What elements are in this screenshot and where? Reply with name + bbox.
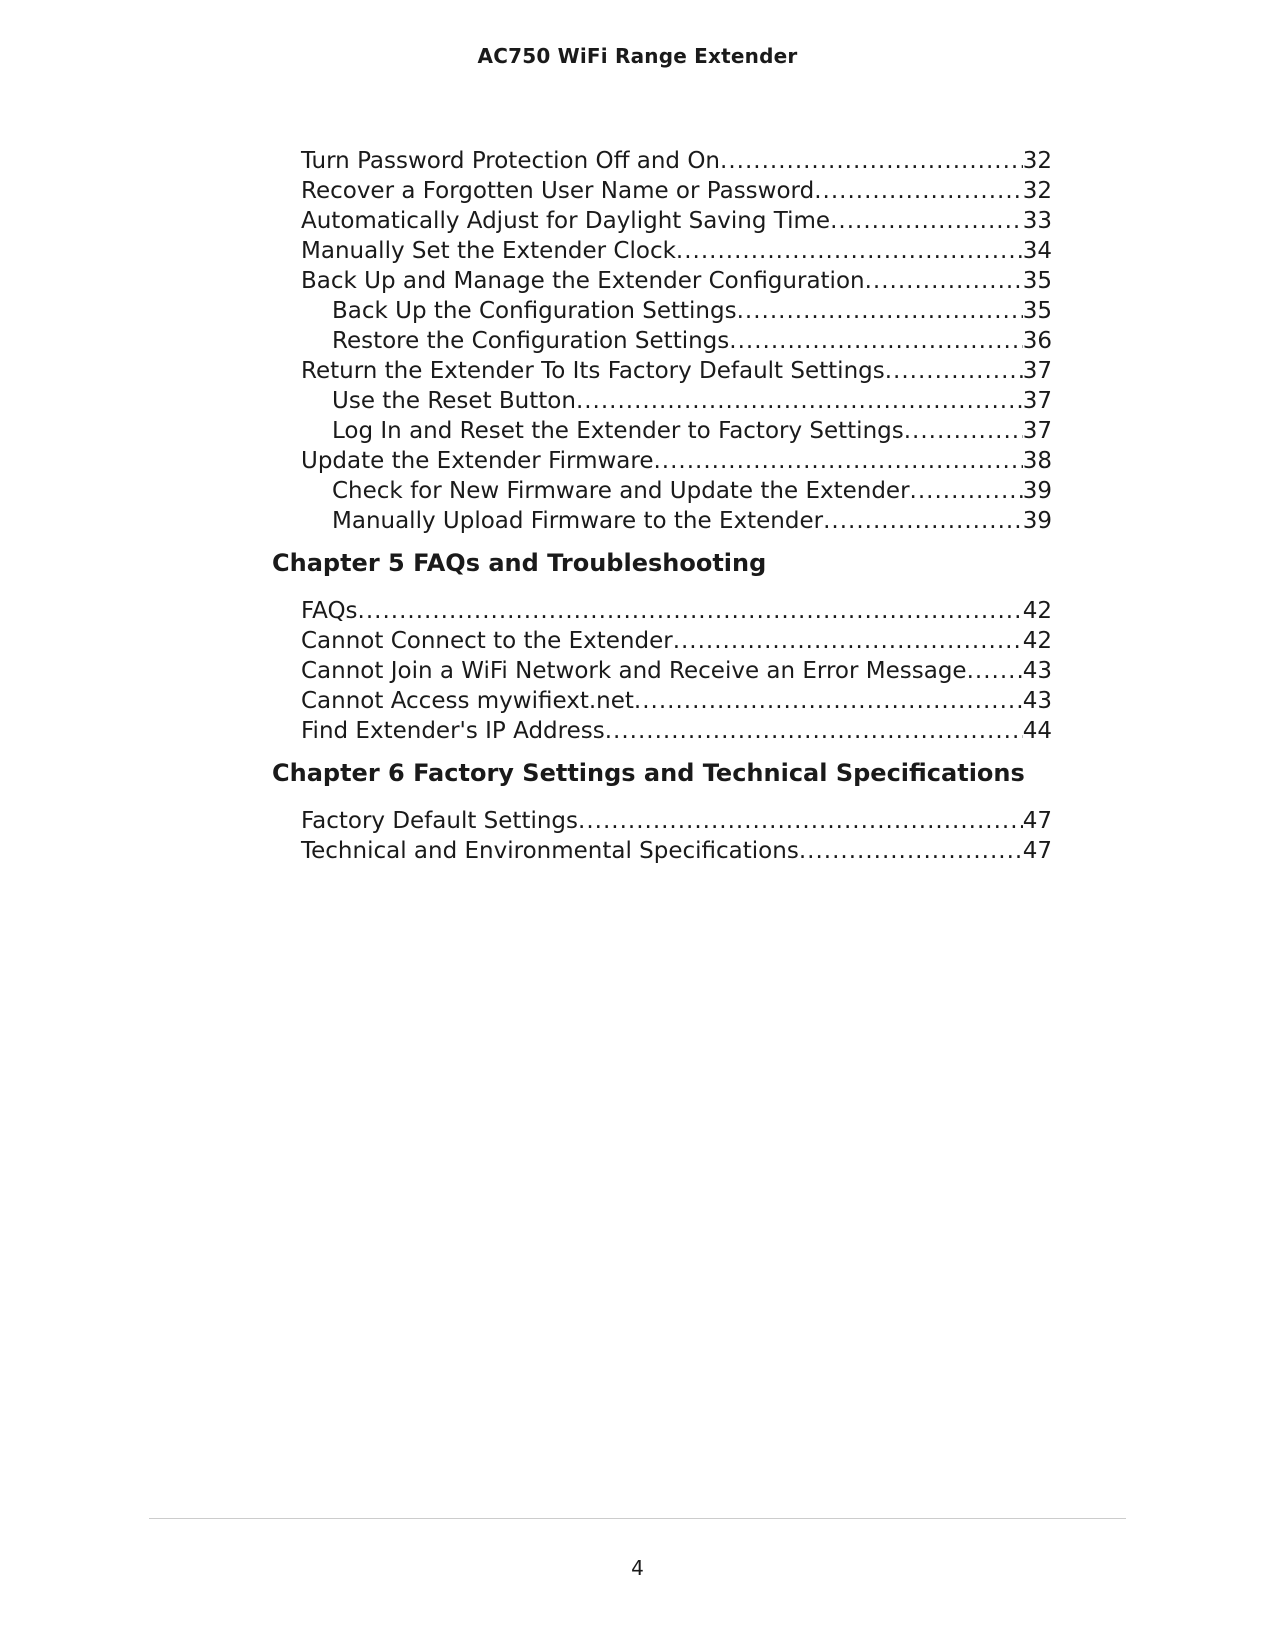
toc-entry[interactable] — [272, 806, 1052, 836]
toc-entry-page: 42 — [1022, 628, 1052, 654]
dot-leader — [737, 296, 1023, 326]
toc-group-chapter-5 — [272, 596, 1052, 746]
toc-entry-title: Cannot Join a WiFi Network and Receive an Error Message — [301, 658, 967, 684]
toc-entry[interactable] — [272, 176, 1052, 206]
toc-entry-title: Cannot Connect to the Extender — [301, 628, 673, 654]
toc-entry-page: 32 — [1022, 178, 1052, 204]
dot-leader — [653, 446, 1022, 476]
toc-entry[interactable] — [272, 236, 1052, 266]
dot-leader — [814, 176, 1023, 206]
dot-leader — [967, 656, 1023, 686]
toc-group-continued — [272, 146, 1052, 536]
toc-entry-title: Cannot Access mywifiext.net — [301, 688, 634, 714]
toc-entry-title: Turn Password Protection Off and On — [301, 148, 721, 174]
dot-leader — [830, 206, 1023, 236]
toc-entry-page: 37 — [1022, 358, 1052, 384]
dot-leader — [910, 476, 1023, 506]
toc-entry-page: 39 — [1022, 508, 1052, 534]
toc-entry[interactable] — [272, 206, 1052, 236]
toc-entry[interactable] — [272, 446, 1052, 476]
dot-leader — [673, 626, 1023, 656]
dot-leader — [676, 236, 1023, 266]
toc-entry-title: Factory Default Settings — [301, 808, 579, 834]
toc-entry[interactable] — [272, 266, 1052, 296]
footer-divider — [149, 1518, 1126, 1519]
toc-group-chapter-6 — [272, 806, 1052, 866]
toc-entry[interactable] — [272, 716, 1052, 746]
toc-entry-page: 35 — [1022, 268, 1052, 294]
toc-entry-page: 47 — [1022, 808, 1052, 834]
toc-entry-page: 44 — [1022, 718, 1052, 744]
toc-entry[interactable] — [272, 656, 1052, 686]
toc-subentry[interactable] — [272, 506, 1052, 536]
toc-entry[interactable] — [272, 356, 1052, 386]
toc-subentry[interactable] — [272, 296, 1052, 326]
dot-leader — [823, 506, 1023, 536]
toc-entry-page: 39 — [1022, 478, 1052, 504]
toc-entry-title: Back Up the Configuration Settings — [332, 298, 737, 324]
toc-entry-page: 35 — [1022, 298, 1052, 324]
toc-entry-title: Technical and Environmental Specifications — [301, 838, 799, 864]
toc-entry-page: 37 — [1022, 418, 1052, 444]
toc-entry-title: Use the Reset Button — [332, 388, 576, 414]
toc-entry[interactable] — [272, 836, 1052, 866]
running-header: AC750 WiFi Range Extender — [477, 44, 798, 68]
page-number: 4 — [631, 1556, 644, 1580]
toc-entry-title: Check for New Firmware and Update the Extender — [332, 478, 910, 504]
toc-entry-page: 42 — [1022, 598, 1052, 624]
toc-entry[interactable] — [272, 626, 1052, 656]
dot-leader — [605, 716, 1023, 746]
toc-entry[interactable] — [272, 686, 1052, 716]
toc-entry-title: Back Up and Manage the Extender Configuration — [301, 268, 865, 294]
toc-entry-page: 34 — [1022, 238, 1052, 264]
toc-entry-title: Recover a Forgotten User Name or Password — [301, 178, 815, 204]
toc-entry-title: FAQs — [301, 598, 358, 624]
toc-entry-title: Manually Upload Firmware to the Extender — [332, 508, 824, 534]
toc-subentry[interactable] — [272, 386, 1052, 416]
toc-entry-page: 43 — [1022, 688, 1052, 714]
toc-entry-page: 32 — [1022, 148, 1052, 174]
toc-subentry[interactable] — [272, 416, 1052, 446]
toc-entry-title: Update the Extender Firmware — [301, 448, 654, 474]
dot-leader — [720, 146, 1023, 176]
dot-leader — [358, 596, 1023, 626]
toc-entry[interactable] — [272, 146, 1052, 176]
toc-subentry[interactable] — [272, 476, 1052, 506]
toc-subentry[interactable] — [272, 326, 1052, 356]
toc-entry[interactable] — [272, 596, 1052, 626]
dot-leader — [865, 266, 1023, 296]
toc-entry-page: 36 — [1022, 328, 1052, 354]
dot-leader — [729, 326, 1022, 356]
dot-leader — [634, 686, 1023, 716]
toc-entry-title: Manually Set the Extender Clock — [301, 238, 676, 264]
toc-entry-title: Restore the Configuration Settings — [332, 328, 730, 354]
toc-entry-page: 33 — [1022, 208, 1052, 234]
toc-entry-page: 38 — [1022, 448, 1052, 474]
dot-leader — [904, 416, 1023, 446]
dot-leader — [799, 836, 1023, 866]
toc-entry-page: 47 — [1022, 838, 1052, 864]
toc-entry-title: Return the Extender To Its Factory Default Settings — [301, 358, 885, 384]
toc-entry-page: 37 — [1022, 388, 1052, 414]
dot-leader — [578, 806, 1023, 836]
toc-entry-title: Find Extender's IP Address — [301, 718, 605, 744]
toc-entry-page: 43 — [1022, 658, 1052, 684]
table-of-contents — [272, 146, 1052, 866]
dot-leader — [576, 386, 1023, 416]
toc-entry-title: Automatically Adjust for Daylight Saving Time — [301, 208, 831, 234]
dot-leader — [885, 356, 1023, 386]
toc-entry-title: Log In and Reset the Extender to Factory Settings — [332, 418, 904, 444]
chapter-5-heading[interactable]: Chapter 5 FAQs and Troubleshooting — [272, 549, 767, 577]
chapter-6-heading[interactable]: Chapter 6 Factory Settings and Technical Specifications — [272, 759, 1025, 787]
